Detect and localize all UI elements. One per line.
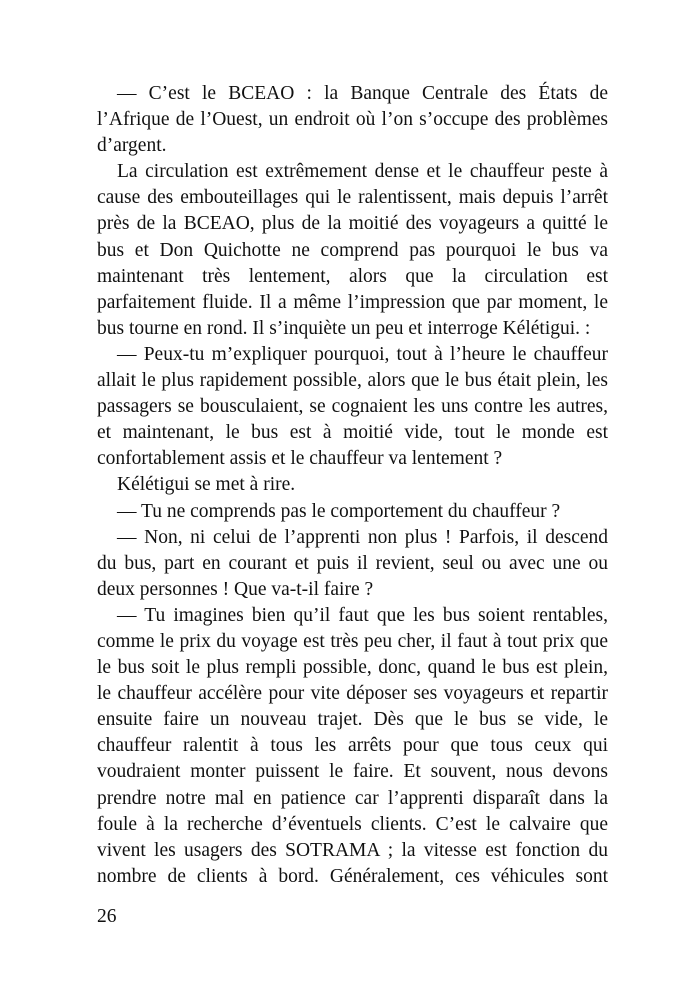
text-line: — Peux-tu m’expliquer pourquoi, tout à l’heure le chauffeur — [117, 343, 608, 365]
text-line: d’argent. — [97, 135, 167, 157]
text-line: voudraient monter puissent le faire. Et souvent, nous devons — [97, 761, 608, 783]
text-line: parfaitement fluide. Il a même l’impression que par moment, le — [97, 291, 608, 313]
text-line: nombre de clients à bord. Généralement, ces véhicules sont — [97, 865, 608, 887]
text-line: et maintenant, le bus est à moitié vide, tout le monde est — [97, 422, 608, 444]
text-line: bus et Don Quichotte ne comprend pas pourquoi le bus va — [97, 239, 608, 261]
text-line: comme le prix du voyage est très peu cher, il faut à tout prix que — [97, 630, 608, 652]
text-line: — C’est le BCEAO : la Banque Centrale des États de — [117, 83, 608, 104]
text-line: le bus soit le plus rempli possible, donc, quand le bus est plein, — [97, 657, 608, 679]
page-number: 26 — [97, 906, 117, 927]
text-line: allait le plus rapidement possible, alors que le bus était plein, les — [97, 370, 608, 392]
text-line: deux personnes ! Que va-t-il faire ? — [97, 578, 374, 600]
text-line: ensuite faire un nouveau trajet. Dès que le bus se vide, le — [97, 709, 608, 731]
text-line: La circulation est extrêmement dense et le chauffeur peste à — [117, 161, 608, 183]
page-body-text — [97, 81, 608, 890]
text-line: passagers se bousculaient, se cognaient les uns contre les autres, — [97, 396, 608, 418]
text-line: — Non, ni celui de l’apprenti non plus ! Parfois, il descend — [117, 526, 608, 548]
text-line: du bus, part en courant et puis il revient, seul ou avec une ou — [97, 552, 608, 574]
text-line: le chauffeur accélère pour vite déposer ses voyageurs et repartir — [97, 683, 608, 705]
text-line: vivent les usagers des SOTRAMA ; la vitesse est fonction du — [97, 839, 608, 861]
text-line: cause des embouteillages qui le ralentissent, mais depuis l’arrêt — [97, 187, 608, 209]
text-line: maintenant très lentement, alors que la circulation est — [97, 265, 608, 287]
text-line: bus tourne en rond. Il s’inquiète un peu et interroge Kélétigui. : — [97, 317, 591, 339]
text-line: prendre notre mal en patience car l’apprenti disparaît dans la — [97, 787, 608, 809]
text-line: Kélétigui se met à rire. — [117, 474, 296, 496]
text-line: près de la BCEAO, plus de la moitié des voyageurs a quitté le — [97, 213, 608, 235]
text-line: — Tu imagines bien qu’il faut que les bus soient rentables, — [117, 604, 608, 626]
text-line: confortablement assis et le chauffeur va lentement ? — [97, 448, 503, 470]
text-line: l’Afrique de l’Ouest, un endroit où l’on s’occupe des problèmes — [97, 109, 608, 131]
text-line: foule à la recherche d’éventuels clients. C’est le calvaire que — [97, 813, 608, 835]
text-line: chauffeur ralentit à tous les arrêts pour que tous ceux qui — [97, 735, 608, 757]
text-line: — Tu ne comprends pas le comportement du chauffeur ? — [117, 500, 561, 522]
